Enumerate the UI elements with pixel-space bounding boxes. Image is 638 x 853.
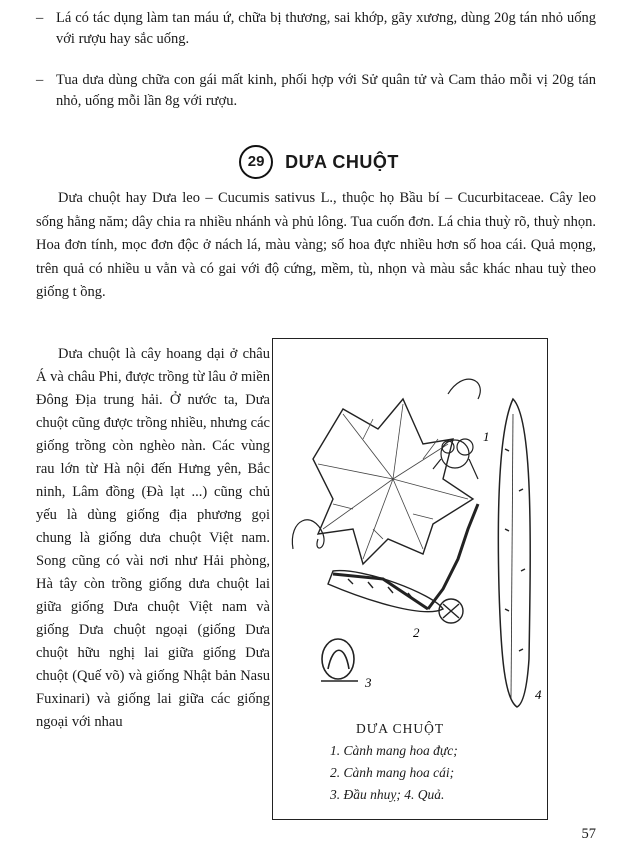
- male-flower: [433, 439, 478, 479]
- female-flower-fruit: [328, 571, 463, 623]
- cucumber-fruit: [498, 399, 530, 707]
- figure-label: 2: [413, 625, 420, 640]
- caption-line: 2. Cành mang hoa cái;: [330, 765, 455, 780]
- tendril: [448, 379, 480, 399]
- caption-line: 3. Đầu nhuỵ; 4. Quả.: [330, 787, 445, 802]
- leaf-shape: [313, 399, 473, 564]
- figure-caption: [330, 718, 530, 806]
- caption-title: DƯA CHUỘT: [356, 721, 445, 736]
- stigma-detail: [321, 639, 358, 681]
- bullet-item: [36, 70, 596, 112]
- figure-label: 1: [483, 429, 490, 444]
- section-number: 29: [239, 145, 273, 179]
- figure-label: 4: [535, 687, 542, 702]
- section-title: DƯA CHUỘT: [285, 151, 399, 172]
- bullet-text: Lá có tác dụng làm tan máu ứ, chữa bị thương, sai khớp, gãy xương, dùng 20g tán nhỏ uống với rượu hay sắc uống.: [56, 10, 596, 47]
- bullet-dash: –: [36, 72, 44, 88]
- page-number: 57: [581, 826, 596, 842]
- bullet-dash: –: [36, 10, 44, 26]
- bullet-item: [36, 8, 596, 50]
- section-heading: [0, 145, 638, 179]
- caption-line: 1. Cành mang hoa đực;: [330, 743, 458, 758]
- bullet-text: Tua dưa dùng chữa con gái mất kinh, phối hợp với Sử quân tử và Cam thảo mỗi vị 20g tán nhỏ, uống mỗi lần 8g với rượu.: [56, 72, 596, 109]
- figure-label: 3: [365, 675, 372, 690]
- stem: [428, 504, 478, 609]
- intro-paragraph: Dưa chuột hay Dưa leo – Cucumis sativus L., thuộc họ Bầu bí – Cucurbitaceae. Cây leo sống hằng năm; dây chia ra nhiều nhánh và phủ lông. Tua cuốn đơn. Lá chia thuỳ rõ, thuỳ nhọn. Hoa đơn tính, mọc đơn độc ở nách lá, màu vàng; số hoa đực nhiều hơn số hoa cái. Quả mọng, trên quả có nhiều u vằn và có gai với độ cứng, mềm, tù, nhọn và màu sắc khác nhau tuỳ theo giống t ồng.: [36, 190, 596, 300]
- body-paragraph: Dưa chuột là cây hoang dại ở châu Á và châu Phi, được trồng từ lâu ở miền Đông Địa trung hải. Ở nước ta, Dưa chuột cũng được trồng nhiều, nhưng các giống trồng còn nghèo nàn. Các vùng rau lớn từ Hà nội đến Hưng yên, Bắc ninh, Lâm đồng (Đà lạt ...) cũng chủ yếu là dùng giống địa phương gọi chung là giống dưa chuột Việt nam. Song cũng có vài nơi như Hải phòng, Hà tây còn trồng giống dưa chuột lai giữa giống Dưa chuột Việt nam và giống Dưa chuột ngoại (giống Dưa chuột hữu nghị lai giữa giống Dưa chuột (Quế võ) và giống Nhật bản Nasu Fuxinari) và giống lai giữa các giống ngoại với nhau: [36, 346, 270, 730]
